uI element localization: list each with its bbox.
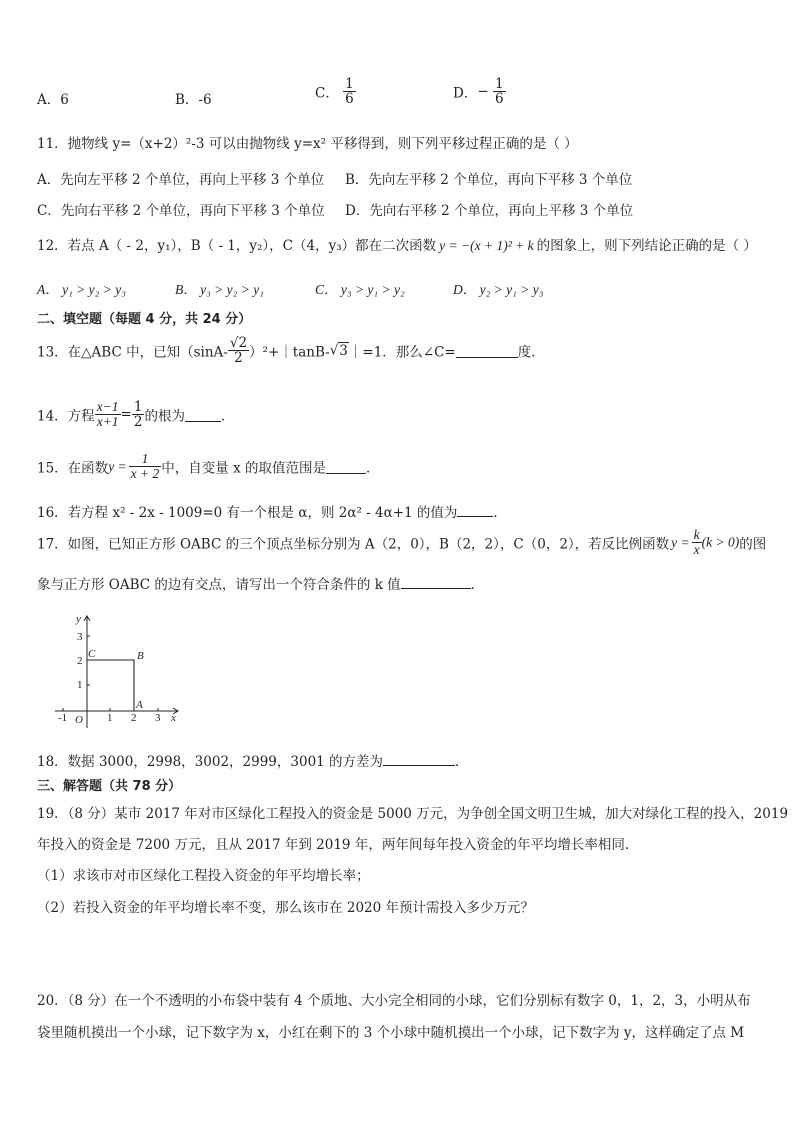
q11-option-c: C．先向右平移 2 个单位，再向下平移 3 个单位 [37,203,325,219]
q15-answer-blank[interactable] [326,459,366,474]
q12-option-a: A． y₁ > y₂ > y₃ [37,282,126,297]
q14-answer-blank[interactable] [185,407,221,422]
q20-line2: 袋里随机摸出一个小球，记下数字为 x，小红在剩下的 3 个小球中随机摸出一个小球，记下数字为 y，这样确定了点 M [37,1025,745,1041]
q10-option-b: B．-6 [175,92,212,108]
y-axis-label: y [76,613,81,625]
q15: 15．在函数y = $\frac{1}{x + 2}$ 中，自变量 x 的取值范围是 ． [37,451,380,482]
q11-option-b: B．先向左平移 2 个单位，再向下平移 3 个单位 [345,172,633,188]
q19-line2: 年投入的资金是 7200 万元，且从 2017 年到 2019 年，两年间每年投入资金的年平均增长率相同. [37,837,630,853]
q12-option-b: B． y₃ > y₂ > y₁ [175,282,264,297]
q17-answer-blank[interactable] [401,575,471,590]
q19-sub2: （2）若投入资金的年平均增长率不变，那么该市在 2020 年预计需投入多少万元？ [37,900,535,916]
tick-x-3: 3 [155,712,161,724]
origin-label: O [75,714,83,726]
q13: 13．在△ABC 中，已知（sinA- $\frac{√2}{2}$ ）²+｜tanB-√3｜=1．那么∠C= 度． [37,335,545,367]
point-a-label: A [136,699,143,711]
point-c-label: C [88,648,96,660]
q12-option-d: D． y₂ > y₁ > y₃ [453,282,544,297]
section-fill-in: 二、填空题（每题 4 分，共 24 分） [37,312,252,327]
q16-answer-blank[interactable] [457,503,493,518]
q14: 14．方程 $\frac{x-1}{x+1}$ = $\frac{1}{2}$ 的根为 ． [37,399,235,431]
point-b-label: B [137,650,144,662]
q10-option-c: C． $\frac{1}{6}$ [315,76,354,108]
tick-x-neg1: -1 [58,712,68,724]
q13-answer-blank[interactable] [456,343,518,358]
q11-option-d: D．先向右平移 2 个单位，再向上平移 3 个单位 [345,203,634,219]
q10-option-a: A．6 [37,92,69,108]
q16: 16．若方程 x² - 2x - 1009=0 有一个根是 α，则 2α² - 4α+1 的值为 ． [37,501,507,521]
q11-option-a: A．先向左平移 2 个单位，再向上平移 3 个单位 [37,172,325,188]
tick-x-2: 2 [131,712,137,724]
q12-option-c: C． y₃ > y₁ > y₂ [315,282,405,297]
q18-answer-blank[interactable] [383,752,455,767]
q17-line1: 17．如图，已知正方形 OABC 的三个顶点坐标分别为 A（2，0），B（2，2），C（0，2），若反比例函数 y = $\frac{k}{x}$ (k > 0)的图 [37,527,767,558]
x-axis-label: x [171,712,176,724]
tick-y-2: 2 [77,655,83,667]
q17-line2: 象与正方形 OABC 的边有交点，请写出一个符合条件的 k 值 ． [37,573,484,593]
q12-stem: 12．若点 A（ - 2，y₁），B（ - 1，y₂），C（4，y₃）都在二次函数 y = −(x + 1)² + k 的图象上，则下列结论正确的是（ ） [37,238,757,254]
tick-x-1: 1 [107,712,113,724]
tick-y-1: 1 [77,679,83,691]
tick-y-3: 3 [77,631,83,643]
q10-option-d: D．− $\frac{1}{6}$ [453,76,504,108]
section-solutions: 三、解答题（共 78 分） [37,779,182,794]
q19-line1: 19．（8 分）某市 2017 年对市区绿化工程投入的资金是 5000 万元，为争创全国文明卫生城，加大对绿化工程的投入，2019 [37,806,789,822]
square-oabc [87,660,134,711]
q11-stem: 11．抛物线 y=（x+2）²-3 可以由抛物线 y=x² 平移得到，则下列平移过程正确的是（ ） [37,136,578,152]
q19-sub1: （1）求该市对市区绿化工程投入资金的年平均增长率； [37,868,370,884]
q18: 18．数据 3000，2998，3002，2999，3001 的方差为 ． [37,750,469,770]
coordinate-figure [50,610,190,730]
q20-line1: 20．（8 分）在一个不透明的小布袋中装有 4 个质地、大小完全相同的小球，它们分别标有数字 0，1，2，3，小明从布 [37,993,751,1009]
